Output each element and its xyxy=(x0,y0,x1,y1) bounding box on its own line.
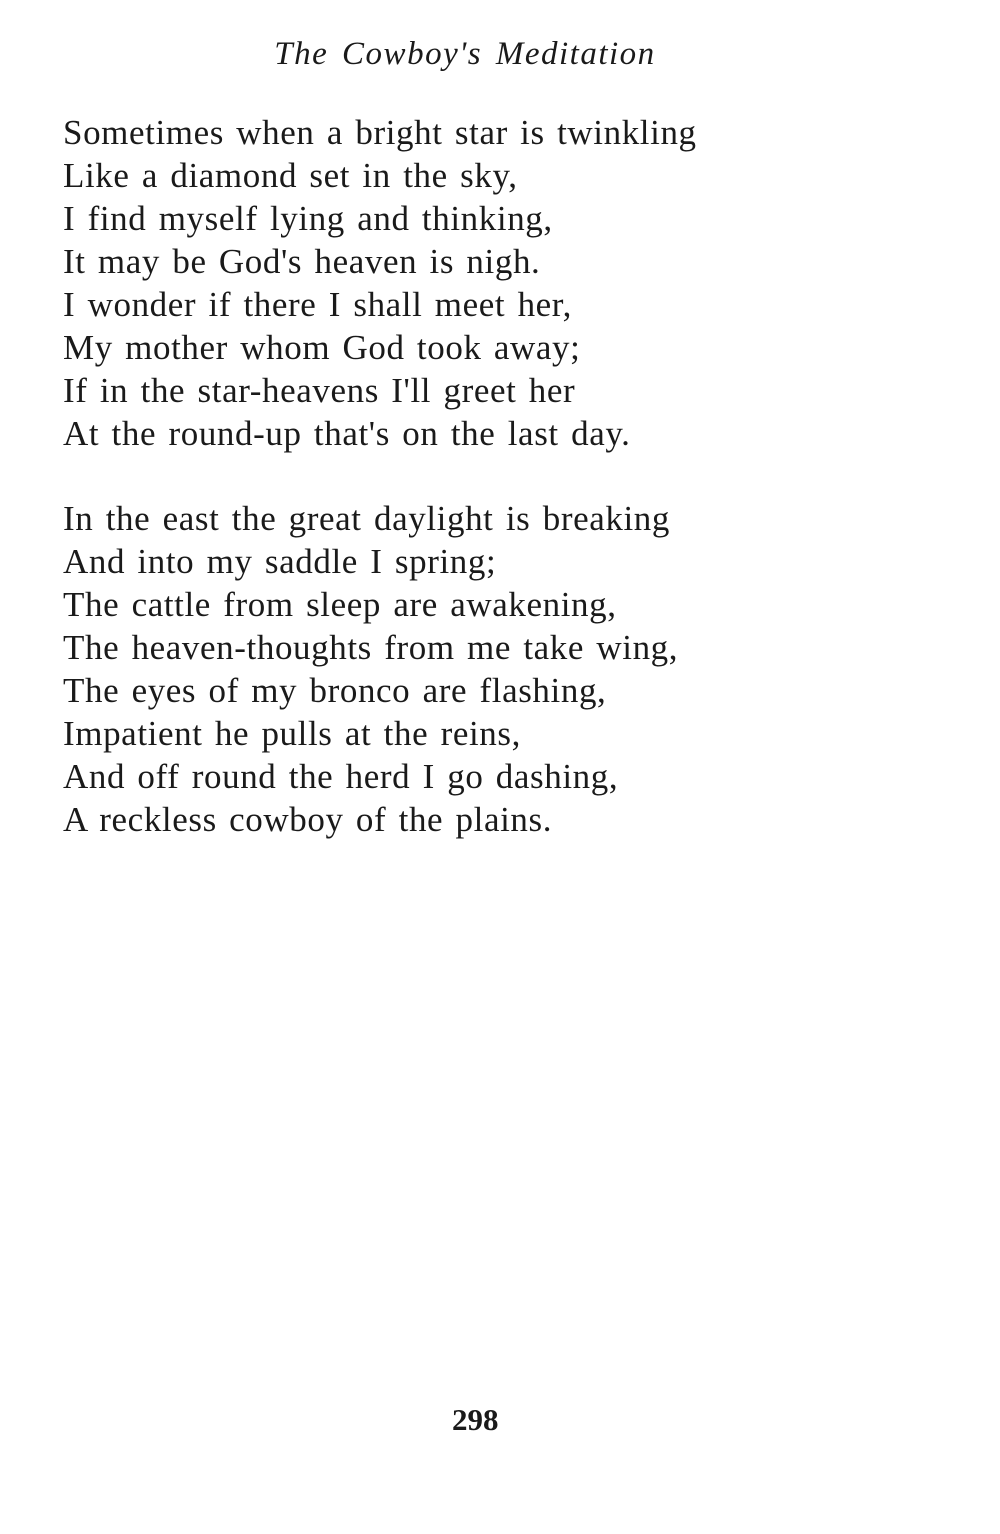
poem-line: And off round the herd I go dashing, xyxy=(63,757,619,796)
poem-line: A reckless cowboy of the plains. xyxy=(63,800,553,839)
stanza-2 xyxy=(63,497,678,841)
poem-line: It may be God's heaven is nigh. xyxy=(63,242,541,281)
poem-line: I wonder if there I shall meet her, xyxy=(63,285,573,324)
stanza-1 xyxy=(63,111,697,455)
running-head: The Cowboy's Meditation xyxy=(274,36,656,72)
poem-line: The cattle from sleep are awakening, xyxy=(63,585,617,624)
poem-line: The eyes of my bronco are flashing, xyxy=(63,671,607,710)
poem-line: Impatient he pulls at the reins, xyxy=(63,714,521,753)
poem-line: Like a diamond set in the sky, xyxy=(63,156,518,195)
poem-line: If in the star-heavens I'll greet her xyxy=(63,371,576,410)
poem-line: The heaven-thoughts from me take wing, xyxy=(63,628,679,667)
poem-line: And into my saddle I spring; xyxy=(63,542,497,581)
poem-line: At the round-up that's on the last day. xyxy=(63,414,631,453)
page-number: 298 xyxy=(452,1402,499,1437)
poem-line: In the east the great daylight is breaking xyxy=(63,499,670,538)
poem-line: I find myself lying and thinking, xyxy=(63,199,553,238)
poem-line: My mother whom God took away; xyxy=(63,328,581,367)
poem-line: Sometimes when a bright star is twinkling xyxy=(63,113,697,152)
